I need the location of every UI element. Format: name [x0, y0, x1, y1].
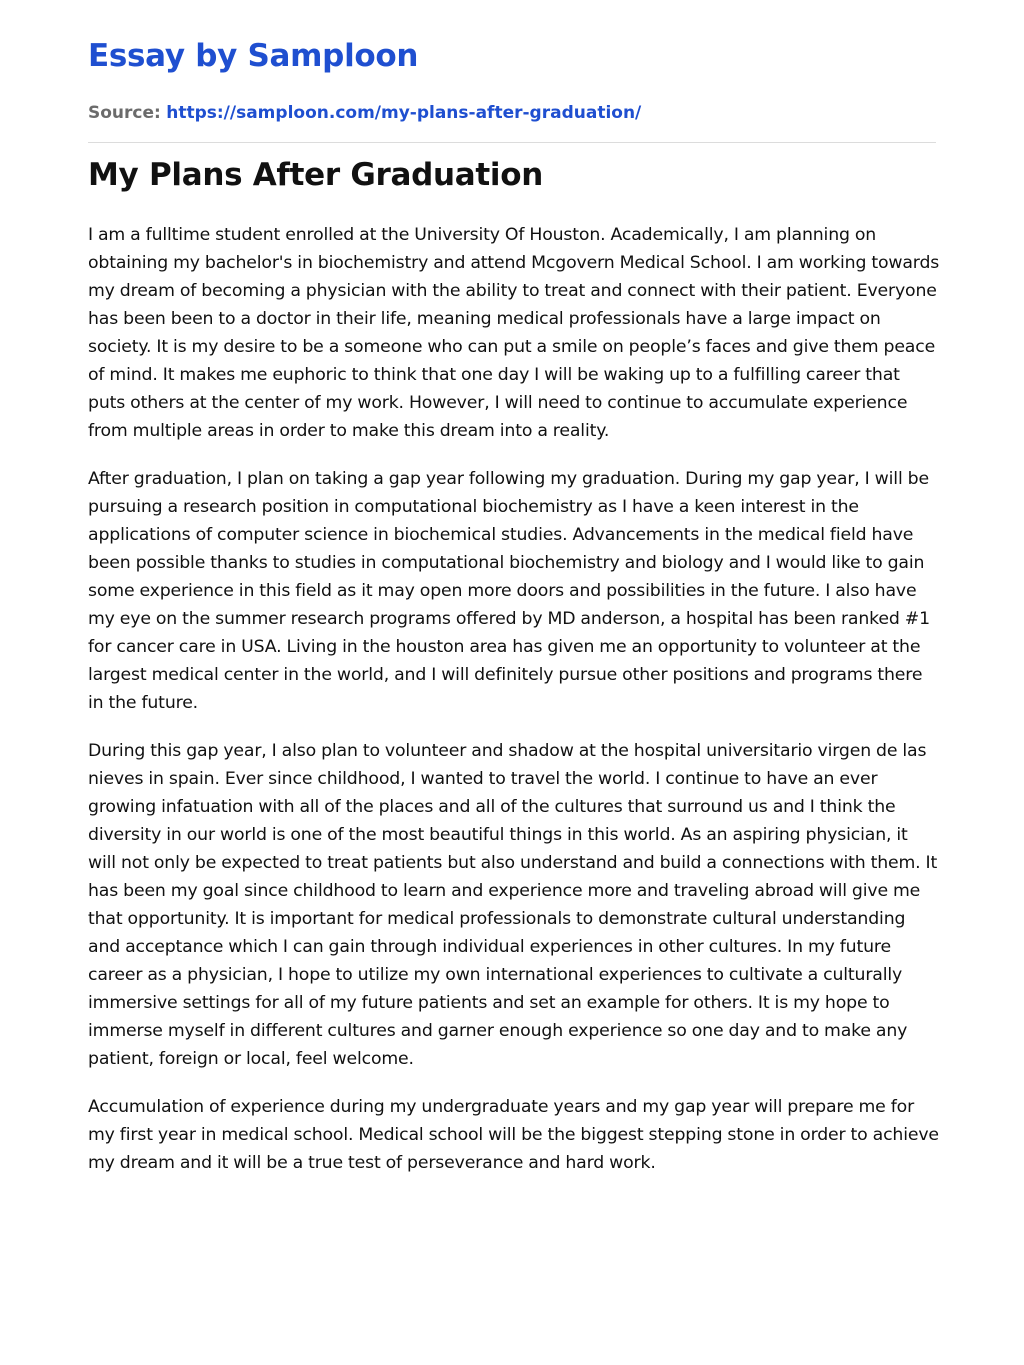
brand-title: Essay by Samploon: [88, 38, 419, 74]
header-divider: [88, 142, 936, 143]
essay-body: [88, 221, 940, 1197]
source-label: Source:: [88, 103, 161, 123]
essay-paragraph-4: Accumulation of experience during my undergraduate years and my gap year will prepare me for my first year in medical school. Medical school will be the biggest stepping stone in order to achieve my dream and it will be a true test of perseverance and hard work.: [88, 1097, 939, 1173]
source-link[interactable]: https://samploon.com/my-plans-after-graduation/: [166, 103, 642, 123]
essay-paragraph-2: After graduation, I plan on taking a gap year following my graduation. During my gap year, I will be pursuing a research position in computational biochemistry as I have a keen interest in the applications of computer science in biochemical studies. Advancements in the medical field have been possible thanks to studies in computational biochemistry and biology and I would like to gain some experience in this field as it may open more doors and possibilities in the future. I also have my eye on the summer research programs offered by MD anderson, a hospital has been ranked #1 for cancer care in USA. Living in the houston area has given me an opportunity to volunteer at the largest medical center in the world, and I will definitely pursue other positions and programs there in the future.: [88, 469, 930, 713]
essay-title: My Plans After Graduation: [88, 157, 543, 193]
essay-paragraph-1: I am a fulltime student enrolled at the University Of Houston. Academically, I am planning on obtaining my bachelor's in biochemistry and attend Mcgovern Medical School. I am working towards my dream of becoming a physician with the ability to treat and connect with their patient. Everyone has been been to a doctor in their life, meaning medical professionals have a large impact on society. It is my desire to be a someone who can put a smile on people’s faces and give them peace of mind. It makes me euphoric to think that one day I will be waking up to a fulfilling career that puts others at the center of my work. However, I will need to continue to accumulate experience from multiple areas in order to make this dream into a reality.: [88, 225, 940, 441]
essay-paragraph-3: During this gap year, I also plan to volunteer and shadow at the hospital universitario virgen de las nieves in spain. Ever since childhood, I wanted to travel the world. I continue to have an ever growing infatuation with all of the places and all of the cultures that surround us and I think the diversity in our world is one of the most beautiful things in this world. As an aspiring physician, it will not only be expected to treat patients but also understand and build a connections with them. It has been my goal since childhood to learn and experience more and traveling abroad will give me that opportunity. It is important for medical professionals to demonstrate cultural understanding and acceptance which I can gain through individual experiences in other cultures. In my future career as a physician, I hope to utilize my own international experiences to cultivate a culturally immersive settings for all of my future patients and set an example for others. It is my hope to immerse myself in different cultures and garner enough experience so one day and to make any patient, foreign or local, feel welcome.: [88, 741, 938, 1069]
source-line: [88, 100, 641, 126]
